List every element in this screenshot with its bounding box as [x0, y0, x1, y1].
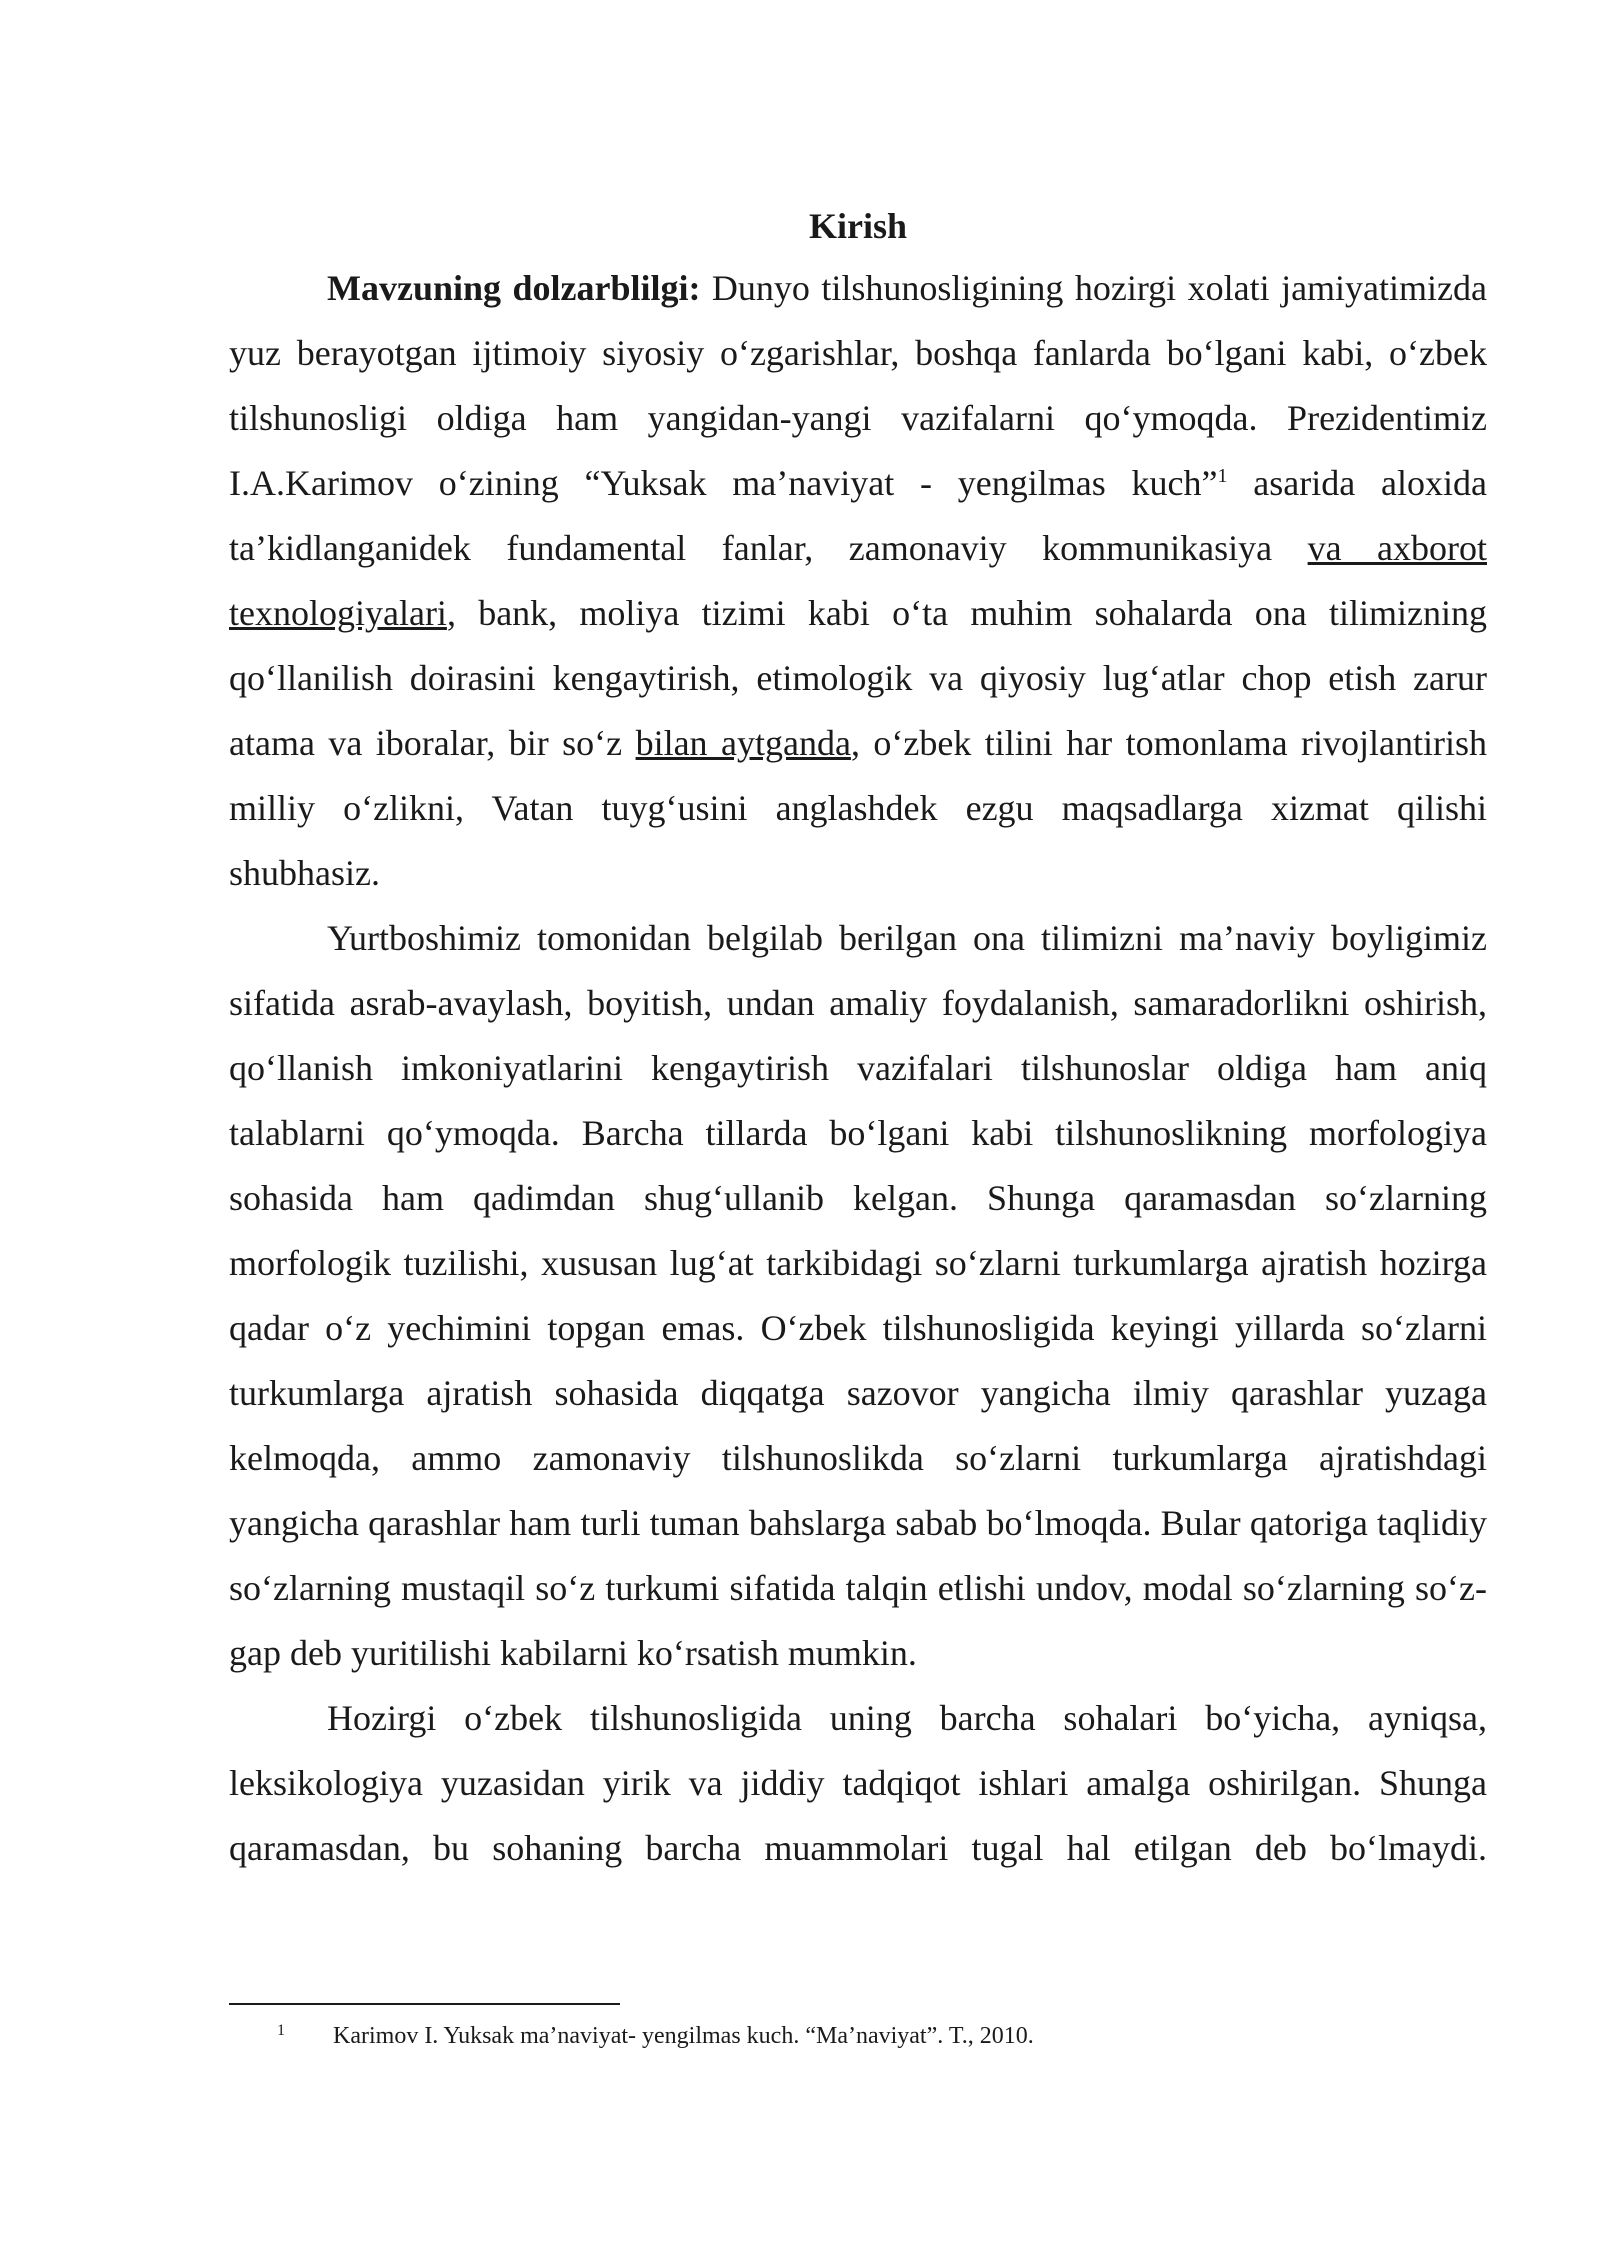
paragraph-body: Hozirgi o‘zbek tilshunosligida uning barcha sohalari bo‘yicha, ayniqsa, leksikologiya yuzasidan yirik va jiddiy tadqiqot ishlari amalga oshirilgan. Shunga qaramasdan, bu sohaning barcha muammolari tugal hal etilgan deb bo‘lmaydi.: [229, 1698, 1487, 1868]
paragraph-body: Yurtboshimiz tomonidan belgilab berilgan ona tilimizni ma’naviy boyligimiz sifatida asrab-avaylash, boyitish, undan amaliy foydalanish, samaradorlikni oshirish, qo‘llanish imkoniyatlarini kengaytirish vazifalari tilshunoslar oldiga ham aniq talablarni qo‘ymoqda. Barcha tillarda bo‘lgani kabi tilshunoslikning morfologiya sohasida ham qadimdan shug‘ullanib kelgan. Shunga qaramasdan so‘zlarning morfologik tuzilishi, xususan lug‘at tarkibidagi so‘zlarni turkumlarga ajratish hozirga qadar o‘z yechimini topgan emas. O‘zbek tilshunosligida keyingi yillarda so‘zlarni turkumlarga ajratish sohasida diqqatga sazovor yangicha ilmiy qarashlar yuzaga kelmoqda, ammo zamonaviy tilshunoslikda so‘zlarni turkumlarga ajratishdagi yangicha qarashlar ham turli tuman bahslarga sabab bo‘lmoqda. Bular qatoriga taqlidiy so‘zlarning mustaqil so‘z turkumi sifatida talqin etlishi undov, modal so‘zlarning so‘z-gap deb yuritilishi kabilarni ko‘rsatish mumkin.: [229, 918, 1487, 1673]
underlined-text: va axborot texnologiyalari: [229, 528, 1488, 633]
underlined-text: bilan aytganda: [635, 723, 851, 763]
document-body: [229, 196, 1487, 1881]
page-title: Kirish: [808, 206, 907, 246]
paragraph-text: , bank, moliya tizimi kabi o‘ta muhim sohalarda ona tilimizning qo‘llanilish doirasini kengaytirish, etimologik va qiyosiy lug‘atlar chop etish zarur atama va iboralar, bir so‘z: [229, 593, 1487, 763]
footnote: [229, 2020, 1487, 2052]
paragraph-text: , o‘zbek tilini har tomonlama rivojlantirish milliy o‘zlikni, Vatan tuyg‘usini anglashdek ezgu maqsadlarga xizmat qilishi shubhasiz.: [229, 723, 1487, 893]
footnote-reference[interactable]: 1: [1217, 465, 1228, 487]
footnote-separator: [229, 2003, 620, 2005]
paragraph-relevance: [229, 256, 1487, 906]
footnote-text: Karimov I. Yuksak ma’naviyat- yengilmas kuch. “Ma’naviyat”. T., 2010.: [333, 2023, 1034, 2049]
paragraph-text: asarida aloxida ta’kidlanganidek fundamental fanlar, zamonaviy kommunikasiya: [229, 463, 1487, 568]
paragraph-text: Dunyo tilshunosligining hozirgi xolati jamiyatimizda yuz berayotgan ijtimoiy siyosiy o‘zgarishlar, boshqa fanlarda bo‘lgani kabi, o‘zbek tilshunosligi oldiga ham yangidan-yangi vazifalarni qo‘ymoqda. Prezidentimiz I.A.Karimov o‘zining “Yuksak ma’naviyat - yengilmas kuch”: [229, 268, 1488, 503]
paragraph-lead: Mavzuning dolzarblilgi:: [327, 268, 701, 308]
footnote-number: 1: [277, 2022, 285, 2039]
